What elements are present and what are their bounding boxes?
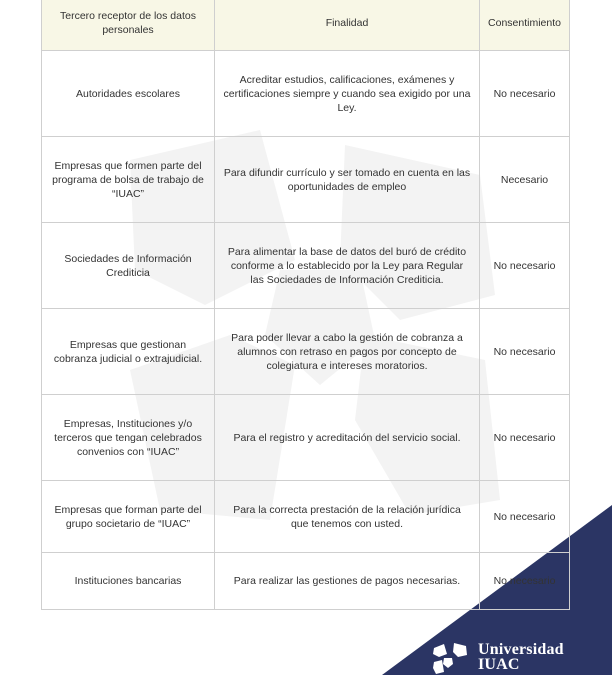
receptor-cell: Autoridades escolares [42, 51, 215, 137]
table-header-row [42, 0, 570, 51]
table-row [42, 51, 570, 137]
consentimiento-cell: Necesario [480, 137, 570, 223]
logo-line-2: IUAC [478, 656, 520, 673]
finalidad-cell: Para difundir currículo y ser tomado en cuenta en las oportunidades de empleo [215, 137, 480, 223]
receptor-cell: Empresas que forman parte del grupo societario de “IUAC” [42, 481, 215, 553]
header-finalidad: Finalidad [215, 0, 480, 51]
receptor-cell: Instituciones bancarias [42, 553, 215, 610]
receptor-cell: Empresas que gestionan cobranza judicial o extrajudicial. [42, 309, 215, 395]
finalidad-cell: Para alimentar la base de datos del buró de crédito conforme a lo establecido por la Ley para Regular las Sociedades de Información Crediticia. [215, 223, 480, 309]
finalidad-cell: Para la correcta prestación de la relación jurídica que tenemos con usted. [215, 481, 480, 553]
privacy-data-table [41, 0, 570, 610]
receptor-cell: Empresas, Instituciones y/o terceros que tengan celebrados convenios con “IUAC” [42, 395, 215, 481]
consentimiento-cell: No necesario [480, 481, 570, 553]
receptor-cell: Empresas que formen parte del programa de bolsa de trabajo de “IUAC” [42, 137, 215, 223]
consentimiento-cell: No necesario [480, 223, 570, 309]
iuac-logo-icon [430, 640, 476, 675]
university-logo [430, 640, 612, 675]
logo-line-1: Universidad [478, 641, 564, 658]
consentimiento-cell: No necesario [480, 395, 570, 481]
table-row [42, 553, 570, 610]
table-row [42, 481, 570, 553]
table-row [42, 137, 570, 223]
table-row [42, 395, 570, 481]
header-receptor: Tercero receptor de los datos personales [42, 0, 215, 51]
finalidad-cell: Para el registro y acreditación del servicio social. [215, 395, 480, 481]
finalidad-cell: Acreditar estudios, calificaciones, exámenes y certificaciones siempre y cuando sea exigido por una Ley. [215, 51, 480, 137]
consentimiento-cell: No necesario [480, 309, 570, 395]
table-row [42, 309, 570, 395]
consentimiento-cell: No necesario [480, 553, 570, 610]
receptor-cell: Sociedades de Información Crediticia [42, 223, 215, 309]
finalidad-cell: Para realizar las gestiones de pagos necesarias. [215, 553, 480, 610]
table-row [42, 223, 570, 309]
finalidad-cell: Para poder llevar a cabo la gestión de cobranza a alumnos con retraso en pagos por concepto de colegiatura e intereses moratorios. [215, 309, 480, 395]
header-consentimiento: Consentimiento [480, 0, 570, 51]
consentimiento-cell: No necesario [480, 51, 570, 137]
